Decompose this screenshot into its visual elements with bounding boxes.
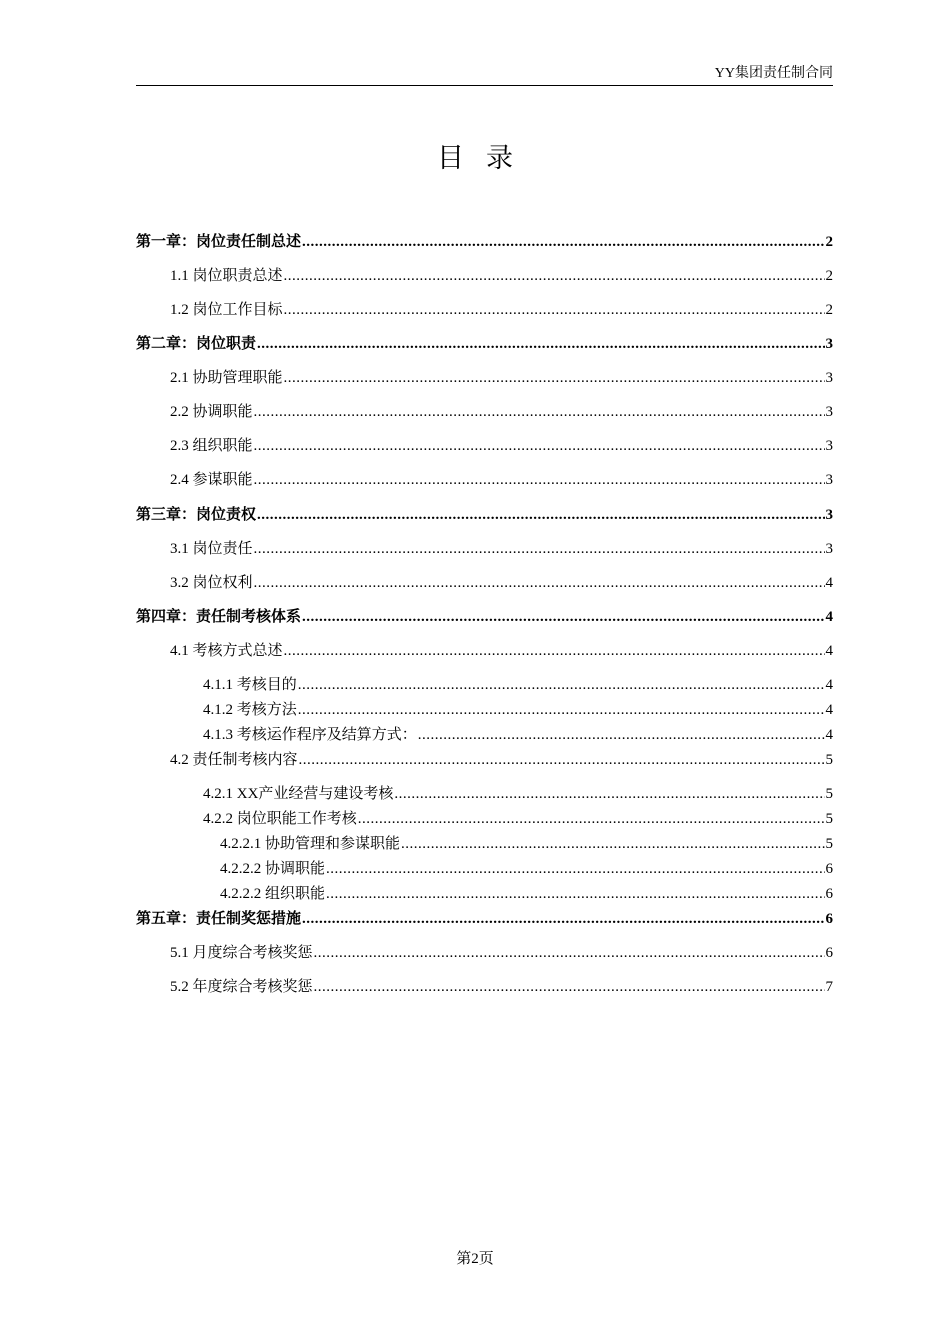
toc-entry-title: 4.2.2.2 协调职能 bbox=[220, 861, 326, 877]
toc-page-number: 2 bbox=[825, 234, 833, 250]
toc-page-number: 3 bbox=[825, 507, 833, 523]
toc-dot-leader bbox=[284, 300, 825, 320]
toc-page-number: 5 bbox=[825, 752, 833, 768]
page-title: 目录 bbox=[437, 143, 535, 174]
toc-entry[interactable] bbox=[170, 943, 833, 963]
toc-page-number: 4 bbox=[825, 609, 833, 625]
toc-page-number: 6 bbox=[825, 945, 833, 961]
header-text: YY集团责任制合同 bbox=[714, 66, 833, 81]
toc-entry[interactable] bbox=[170, 573, 833, 593]
toc-entry[interactable] bbox=[203, 809, 833, 829]
toc-entry-title: 4.2.2.2 组织职能 bbox=[220, 886, 326, 902]
toc-entry-title: 4.1.2 考核方法 bbox=[203, 702, 297, 718]
toc-entry-title: 3.2 岗位权利 bbox=[170, 575, 253, 591]
toc-page-number: 2 bbox=[825, 268, 833, 284]
toc-dot-leader bbox=[302, 909, 824, 929]
toc-dot-leader bbox=[326, 859, 824, 879]
page-footer bbox=[0, 1247, 950, 1268]
toc-entry[interactable] bbox=[170, 641, 833, 661]
toc-page-number: 2 bbox=[825, 302, 833, 318]
toc-page-number: 6 bbox=[825, 911, 833, 927]
toc-page-number: 3 bbox=[825, 438, 833, 454]
toc-dot-leader bbox=[418, 725, 825, 745]
toc-entry[interactable] bbox=[170, 750, 833, 770]
toc-entry[interactable] bbox=[136, 334, 833, 354]
toc-entry-title: 4.1.1 考核目的 bbox=[203, 677, 297, 693]
toc-entry-title: 1.1 岗位职责总述 bbox=[170, 268, 283, 284]
toc-dot-leader bbox=[257, 334, 824, 354]
toc-dot-leader bbox=[254, 573, 825, 593]
toc-entry[interactable] bbox=[136, 607, 833, 627]
toc-page-number: 5 bbox=[825, 811, 833, 827]
toc-dot-leader bbox=[254, 470, 825, 490]
page-header bbox=[136, 64, 833, 86]
toc-page-number: 3 bbox=[825, 404, 833, 420]
toc-page-number: 7 bbox=[825, 979, 833, 995]
toc-page-number: 4 bbox=[825, 727, 833, 743]
toc-entry[interactable] bbox=[170, 368, 833, 388]
toc-dot-leader bbox=[257, 505, 824, 525]
toc-entry-title: 4.2.2 岗位职能工作考核 bbox=[203, 811, 357, 827]
toc-dot-leader bbox=[358, 809, 825, 829]
toc-dot-leader bbox=[254, 402, 825, 422]
toc-entry-title: 第四章：责任制考核体系 bbox=[136, 609, 302, 625]
toc-dot-leader bbox=[314, 943, 825, 963]
toc-dot-leader bbox=[298, 675, 825, 695]
toc-entry-title: 2.4 参谋职能 bbox=[170, 472, 253, 488]
toc-page-number: 5 bbox=[825, 786, 833, 802]
toc-entry-title: 2.2 协调职能 bbox=[170, 404, 253, 420]
toc-entry[interactable] bbox=[170, 977, 833, 997]
toc-entry-title: 3.1 岗位责任 bbox=[170, 541, 253, 557]
toc-entry-title: 5.2 年度综合考核奖惩 bbox=[170, 979, 313, 995]
toc-page-number: 3 bbox=[825, 541, 833, 557]
toc-dot-leader bbox=[254, 436, 825, 456]
toc-entry[interactable] bbox=[170, 470, 833, 490]
toc-page-number: 4 bbox=[825, 702, 833, 718]
toc-dot-leader bbox=[298, 700, 825, 720]
toc-entry-title: 4.1.3 考核运作程序及结算方式： bbox=[203, 727, 417, 743]
toc-entry[interactable] bbox=[136, 505, 833, 525]
toc-entry-title: 2.3 组织职能 bbox=[170, 438, 253, 454]
toc-entry[interactable] bbox=[170, 266, 833, 286]
toc-entry-title: 第三章：岗位责权 bbox=[136, 507, 257, 523]
toc-entry[interactable] bbox=[136, 232, 833, 252]
page-number-label: 第2页 bbox=[456, 1251, 494, 1267]
toc-entry[interactable] bbox=[170, 539, 833, 559]
toc-entry[interactable] bbox=[220, 859, 833, 879]
toc-entry[interactable] bbox=[203, 784, 833, 804]
toc-page-number: 6 bbox=[825, 861, 833, 877]
toc-dot-leader bbox=[394, 784, 824, 804]
toc-entry-title: 第五章：责任制奖惩措施 bbox=[136, 911, 302, 927]
toc-entry-title: 4.2.2.1 协助管理和参谋职能 bbox=[220, 836, 401, 852]
toc-dot-leader bbox=[302, 607, 824, 627]
toc-dot-leader bbox=[284, 266, 825, 286]
toc-entry-title: 4.2 责任制考核内容 bbox=[170, 752, 298, 768]
toc-entry[interactable] bbox=[220, 834, 833, 854]
toc-dot-leader bbox=[401, 834, 824, 854]
toc-dot-leader bbox=[326, 884, 824, 904]
toc-page-number: 4 bbox=[825, 575, 833, 591]
toc-page-number: 6 bbox=[825, 886, 833, 902]
toc-page-number: 4 bbox=[825, 643, 833, 659]
toc-entry-title: 2.1 协助管理职能 bbox=[170, 370, 283, 386]
toc-entry-title: 第二章：岗位职责 bbox=[136, 336, 257, 352]
toc-dot-leader bbox=[299, 750, 825, 770]
toc-dot-leader bbox=[254, 539, 825, 559]
toc-entry[interactable] bbox=[203, 725, 833, 745]
toc-entry[interactable] bbox=[203, 700, 833, 720]
toc-dot-leader bbox=[302, 232, 824, 252]
toc-dot-leader bbox=[284, 641, 825, 661]
toc-entry[interactable] bbox=[136, 909, 833, 929]
toc-entry-title: 4.1 考核方式总述 bbox=[170, 643, 283, 659]
toc-entry-title: 5.1 月度综合考核奖惩 bbox=[170, 945, 313, 961]
toc-entry[interactable] bbox=[170, 402, 833, 422]
toc-entry[interactable] bbox=[220, 884, 833, 904]
toc-entry[interactable] bbox=[170, 300, 833, 320]
toc-page-number: 5 bbox=[825, 836, 833, 852]
toc-page-number: 3 bbox=[825, 336, 833, 352]
toc-entry-title: 1.2 岗位工作目标 bbox=[170, 302, 283, 318]
toc-entry-title: 4.2.1 XX产业经营与建设考核 bbox=[203, 786, 394, 802]
toc-entry-title: 第一章：岗位责任制总述 bbox=[136, 234, 302, 250]
toc-dot-leader bbox=[314, 977, 825, 997]
toc-entry[interactable] bbox=[203, 675, 833, 695]
toc-entry[interactable] bbox=[170, 436, 833, 456]
toc-page-number: 4 bbox=[825, 677, 833, 693]
toc-dot-leader bbox=[284, 368, 825, 388]
toc-page-number: 3 bbox=[825, 472, 833, 488]
toc-page-number: 3 bbox=[825, 370, 833, 386]
